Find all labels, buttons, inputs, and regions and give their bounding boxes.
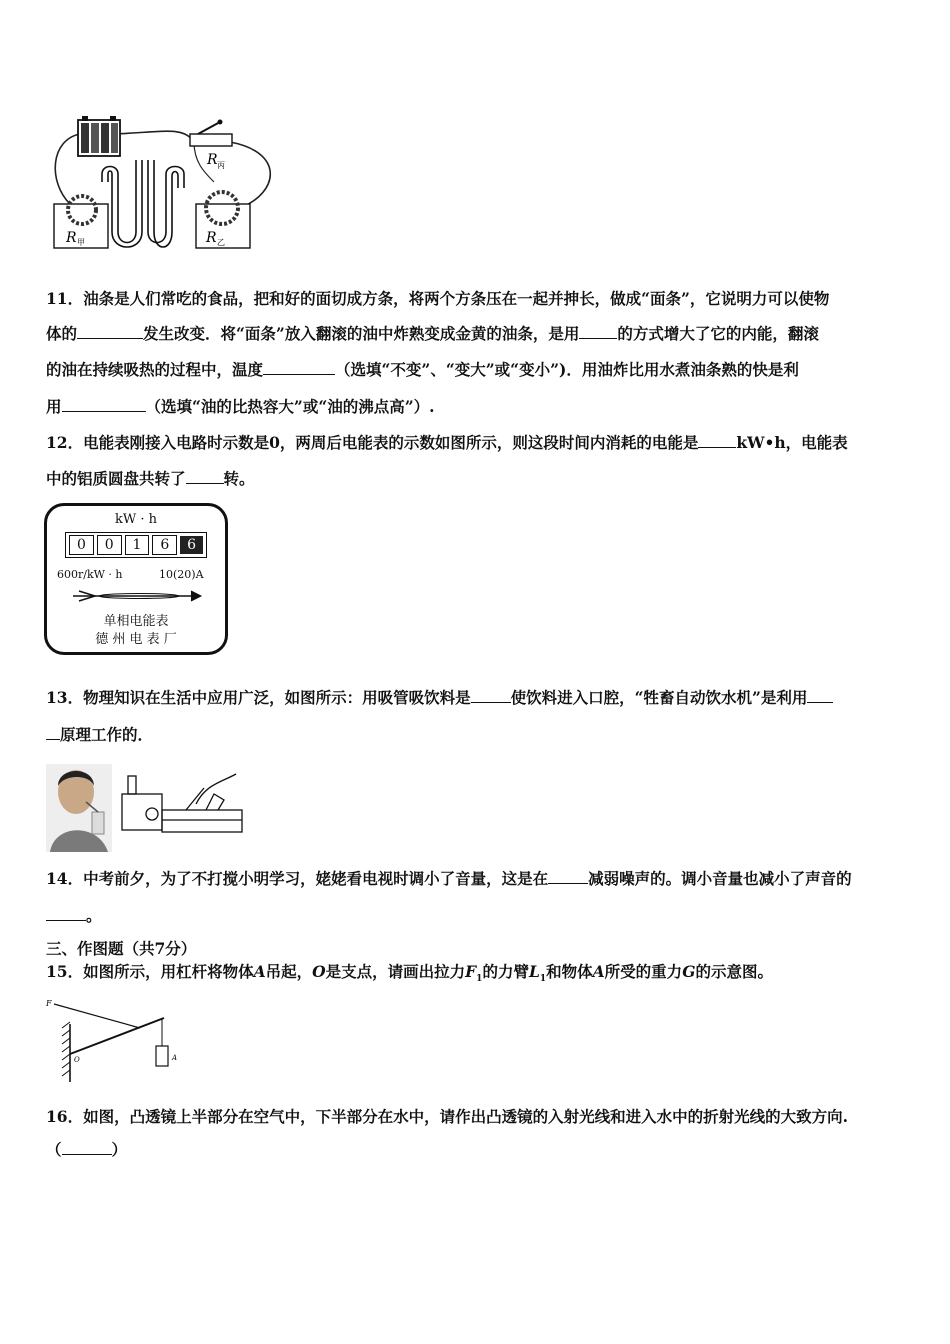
q13-line-1: 13．物理知识在生活中应用广泛，如图所示：用吸管吸饮料是 使饮料进入口腔，“牲畜自动饮水机”是利用: [46, 687, 916, 709]
meter-decimal-digit: 6: [180, 536, 203, 554]
r-jia-sub: 甲: [77, 238, 85, 247]
meter-spec-right: 10(20)A: [159, 568, 204, 581]
livestock-drinker-icon: [122, 774, 242, 832]
battery-icon: [78, 116, 120, 156]
q11-line-4: 用 （选填“油的比热容大”或“油的沸点高”）.: [46, 397, 435, 416]
q11-line-2: 体的 发生改变．将“面条”放入翻滚的油中炸熟变成金黄的油条，是用 的方式增大了它的内能，翻滚: [46, 324, 819, 343]
q16-line-2: （ ）: [46, 1140, 128, 1159]
u-tube-right-icon: [148, 160, 184, 247]
q12-blank-1[interactable]: [698, 432, 736, 448]
q14-line-1: 14．中考前夕，为了不打搅小明学习，姥姥看电视时调小了音量，这是在 减弱噪声的。调小音量也减小了声音的: [46, 869, 852, 888]
q11-blank-1[interactable]: [77, 323, 143, 339]
q15-lever-figure: [44, 996, 194, 1086]
q12-blank-2[interactable]: [186, 468, 224, 484]
r-yi-label: R: [206, 230, 217, 246]
q12-line-2: 中的铝质圆盘共转了 转。: [46, 469, 255, 488]
fig-label-f: F: [46, 999, 52, 1008]
q16-blank-1[interactable]: [62, 1139, 112, 1155]
q14-blank-2[interactable]: [46, 905, 86, 921]
meter-digit: 0: [97, 535, 122, 555]
meter-digit: 6: [152, 535, 177, 555]
meter-maker: 德 州 电 表 厂: [95, 632, 177, 647]
r-bing-label: R: [207, 152, 218, 168]
meter-rotation-arrow-icon: [69, 588, 205, 604]
r-yi-sub: 乙: [217, 238, 225, 247]
meter-digit: 0: [69, 535, 94, 555]
q11-blank-2[interactable]: [579, 323, 617, 339]
q10-circuit-figure: [44, 112, 280, 254]
q13-blank-1[interactable]: [471, 687, 511, 703]
lever-icon: [70, 1018, 164, 1054]
q11-blank-4[interactable]: [62, 396, 146, 412]
switch-resistor-icon: [190, 120, 232, 147]
meter-name: 单相电能表: [103, 614, 169, 629]
fig-label-o: O: [74, 1056, 80, 1064]
q13-line-2: 原理工作的．: [46, 724, 916, 746]
q11-blank-3[interactable]: [263, 359, 335, 375]
q16-line-1: 16．如图，凸透镜上半部分在空气中，下半部分在水中，请作出凸透镜的入射光线和进入水中的折射光线的大致方向.: [46, 1107, 848, 1126]
q12-line-1: 12．电能表刚接入电路时示数是0，两周后电能表的示数如图所示，则这段时间内消耗的电能是 kW•h，电能表: [46, 433, 848, 452]
meter-spec-left: 600r/kW · h: [57, 568, 123, 581]
q14-line-2: 。: [46, 905, 916, 927]
r-jia-label: R: [66, 230, 77, 246]
section-3-heading: 三、作图题（共7分）: [46, 939, 197, 958]
person-drinking-icon: [46, 764, 112, 852]
q11-line-1: 11．油条是人们常吃的食品，把和好的面切成方条，将两个方条压在一起并抻长，做成“面条”，它说明力可以使物: [46, 289, 830, 308]
fig-label-a: A: [172, 1054, 178, 1062]
meter-display: [65, 532, 207, 558]
meter-unit: kW · h: [114, 512, 157, 527]
object-a-icon: [156, 1046, 168, 1066]
q13-figure: [46, 764, 246, 852]
meter-digit: 1: [125, 535, 150, 555]
q15-text: 15．如图所示，用杠杆将物体A吊起，O是支点，请画出拉力$F_1$的力臂$L_1$和物体A所受的重力G的示意图。: [46, 962, 773, 985]
q13-blank-2a[interactable]: [807, 687, 833, 703]
q14-blank-1[interactable]: [548, 868, 588, 884]
r-bing-sub: 丙: [217, 161, 225, 170]
energy-meter-figure: [44, 503, 228, 655]
wall-icon: [62, 1022, 70, 1082]
q11-line-3: 的油在持续吸热的过程中，温度 （选填“不变”、“变大”或“变小”)．用油炸比用水煮油条熟的快是利: [46, 360, 799, 379]
q13-blank-2b[interactable]: [46, 724, 60, 740]
